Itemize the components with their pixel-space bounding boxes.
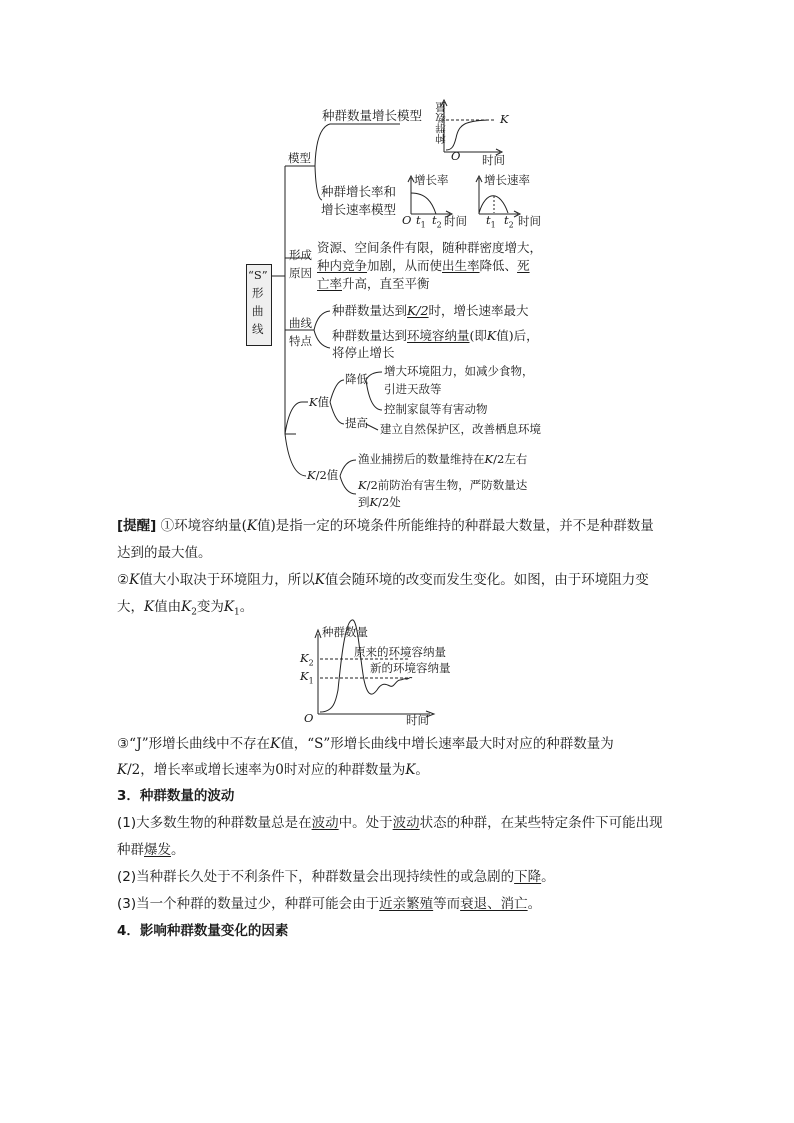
speed-graph-t2: $t_2$ <box>504 213 514 230</box>
growth-k-label: K <box>500 112 509 126</box>
rate-model-line2: 增长速率模型 <box>321 202 397 217</box>
khalf-line-1: 渔业捕捞后的数量维持在K/2左右 <box>358 452 528 466</box>
fig2-origin: O <box>304 711 314 725</box>
tip-3-line-2: K/2，增长率或增长速率为0时对应的种群数量为K。 <box>117 762 429 778</box>
root-s-label: “S” <box>248 268 268 282</box>
speed-graph-time: 时间 <box>518 214 541 228</box>
growth-y-label: 种群数量 <box>435 102 447 144</box>
growth-model: 种群数量增长模型 <box>322 108 423 123</box>
growth-time-label: 时间 <box>482 153 505 167</box>
root-char-1: 形 <box>252 286 264 300</box>
section-3-p3: (3)当一个种群的数量过少，种群可能会由于近亲繁殖等而衰退、消亡。 <box>117 896 542 912</box>
rate-graph-t2: $t_2$ <box>432 213 442 230</box>
root-char-3: 线 <box>252 322 264 336</box>
rate-graph-origin: O <box>402 213 412 227</box>
fig2-orig-label: 原来的环境容纳量 <box>354 645 446 659</box>
cause-label-1: 形成 <box>289 248 312 262</box>
model-label: 模型 <box>288 151 311 165</box>
section-4-heading: 4．影响种群数量变化的因素 <box>117 923 289 939</box>
k-lower-3: 控制家鼠等有害动物 <box>384 402 488 416</box>
k-lower-2: 引进天敌等 <box>384 382 442 396</box>
growth-origin: O <box>451 149 461 163</box>
k-lower-1: 增大环境阻力，如减少食物， <box>384 364 534 378</box>
fig2-x-label: 时间 <box>406 713 429 727</box>
fig2-y-label: 种群数量 <box>322 625 368 639</box>
rate-graph-title: 增长率 <box>414 173 449 187</box>
section-3-p2: (2)当种群长久处于不利条件下，种群数量会出现持续性的或急剧的下降。 <box>117 869 555 885</box>
root-char-2: 曲 <box>252 304 264 318</box>
cause-line-2: 种内竞争加剧，从而使出生率降低、死 <box>317 258 530 273</box>
k-raise-1: 建立自然保护区，改善栖息环境 <box>380 422 541 436</box>
fig2-k2-label: $K_2$ <box>300 651 314 668</box>
khalf-line-3: 到K/2处 <box>358 495 401 509</box>
tip-tag: [提醒] <box>117 518 157 534</box>
tip-3-line-1: ③“J”形增长曲线中不存在K值，“S”形增长曲线中增长速率最大时对应的种群数量为 <box>117 736 614 752</box>
fig2-k1-label: $K_1$ <box>300 669 314 686</box>
khalf-line-2: K/2前防治有害生物，严防数量达 <box>358 478 528 492</box>
feature-label-1: 曲线 <box>289 316 312 330</box>
k-value-label: K值 <box>309 395 330 409</box>
k-raise-label: 提高 <box>345 416 368 430</box>
cause-line-1: 资源、空间条件有限，随种群密度增大， <box>317 240 543 255</box>
rate-model-line1: 种群增长率和 <box>321 184 397 199</box>
khalf-label: K/2值 <box>307 468 339 482</box>
tip-2-line-1: ②K值大小取决于环境阻力，所以K值会随环境的改变而发生变化。如图，由于环境阻力变 <box>117 572 649 588</box>
tip-1-line-2: 达到的最大值。 <box>117 545 212 561</box>
k-lower-label: 降低 <box>345 372 368 386</box>
feature-label-2: 特点 <box>289 334 312 348</box>
tip-2-line-2: 大，K值由$K_2$变为$K_1$。 <box>117 599 254 618</box>
tip-1-line-1: [提醒] ①环境容纳量(K值)是指一定的环境条件所能维持的种群最大数量，并不是种群数量 <box>117 518 654 534</box>
section-3-heading: 3．种群数量的波动 <box>117 788 235 804</box>
feature-line-2: 种群数量达到环境容纳量(即K值)后， <box>332 328 539 343</box>
rate-graph-t1: $t_1$ <box>416 213 426 230</box>
section-3-p1-line-1: (1)大多数生物的种群数量总是在波动中。处于波动状态的种群，在某些特定条件下可能出现 <box>117 815 663 831</box>
feature-line-3: 将停止增长 <box>332 345 395 360</box>
cause-label-2: 原因 <box>289 266 312 280</box>
rate-graph-time: 时间 <box>444 214 467 228</box>
speed-graph-title: 增长速率 <box>484 173 530 187</box>
fig2-new-label: 新的环境容纳量 <box>370 661 451 675</box>
section-3-p1-line-2: 种群爆发。 <box>117 842 185 858</box>
cause-line-3: 亡率升高，直至平衡 <box>317 276 430 291</box>
speed-graph-t1: $t_1$ <box>486 213 496 230</box>
feature-line-1: 种群数量达到K/2时，增长速率最大 <box>332 303 529 318</box>
